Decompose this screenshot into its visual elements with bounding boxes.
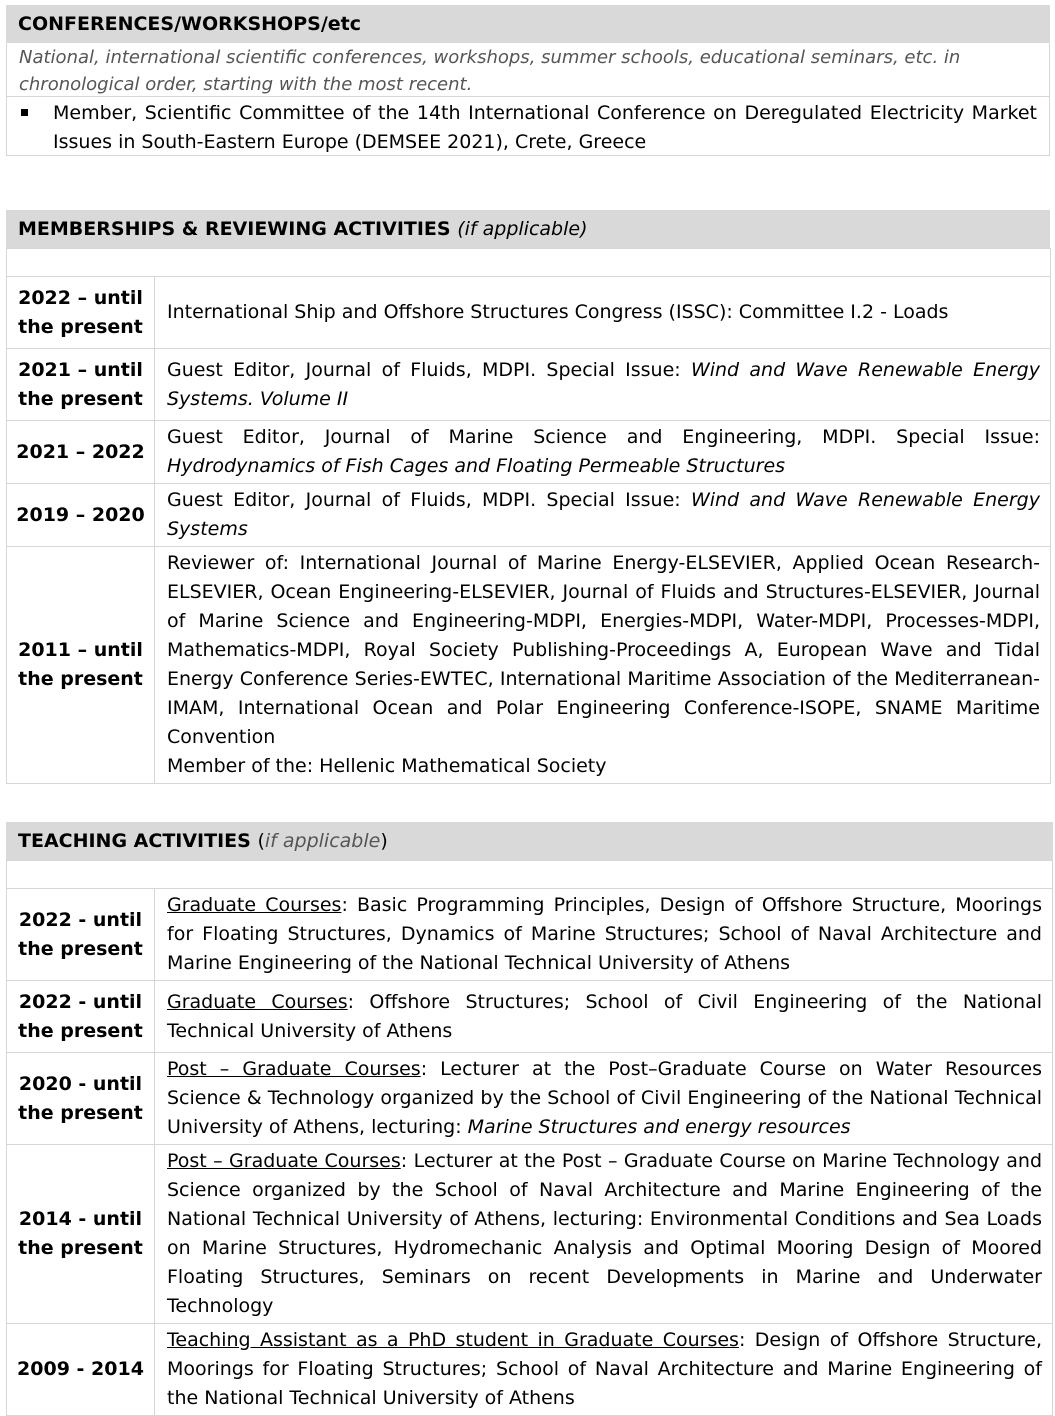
row-date: 2014 - until the present [7, 1145, 155, 1324]
conferences-list-item: Member, Scientific Committee of the 14th International Conference on Deregulated Electricity Market Issues in South-Eastern Europe (DEMSEE 2021), Crete, Greece [6, 97, 1050, 156]
table-row [7, 1324, 1053, 1416]
row-text: Post – Graduate Courses: Lecturer at the Post–Graduate Course on Water Resources Science & Technology organized by the School of Civil Engineering of the National Technical University of Athens, lecturing: Marine Structures and energy resources [155, 1053, 1053, 1145]
teaching-blank-row [7, 861, 1053, 889]
teaching-heading: TEACHING ACTIVITIES (if applicable) [6, 822, 1053, 860]
row-date: 2009 - 2014 [7, 1324, 155, 1416]
teaching-table [6, 860, 1053, 1416]
row-text: Teaching Assistant as a PhD student in Graduate Courses: Design of Offshore Structure, Moorings for Floating Structures; School of Naval Architecture and Marine Engineering of the National Technical University of Athens [155, 1324, 1053, 1416]
row-date: 2022 – until the present [7, 277, 155, 349]
table-row [7, 1145, 1053, 1324]
table-row [7, 1053, 1053, 1145]
table-row [7, 349, 1051, 421]
row-text: Guest Editor, Journal of Fluids, MDPI. Special Issue: Wind and Wave Renewable Energy Systems. Volume II [155, 349, 1051, 421]
row-date: 2021 – until the present [7, 349, 155, 421]
table-row [7, 889, 1053, 981]
row-date: 2019 – 2020 [7, 484, 155, 547]
conferences-description: National, international scientific conferences, workshops, summer schools, educational seminars, etc. in chronological order, starting with the most recent. [6, 43, 1050, 97]
row-text: Graduate Courses: Basic Programming Principles, Design of Offshore Structure, Moorings for Floating Structures, Dynamics of Marine Structures; School of Naval Architecture and Marine Engineering of the National Technical University of Athens [155, 889, 1053, 981]
table-row [7, 484, 1051, 547]
row-date: 2011 – until the present [7, 547, 155, 784]
memberships-blank-row [7, 249, 1051, 277]
conferences-heading: CONFERENCES/WORKSHOPS/etc [6, 5, 1050, 43]
table-row [7, 981, 1053, 1053]
row-date: 2022 - until the present [7, 889, 155, 981]
row-text: Reviewer of: International Journal of Marine Energy-ELSEVIER, Applied Ocean Research-ELSEVIER, Ocean Engineering-ELSEVIER, Journal of Fluids and Structures-ELSEVIER, Journal of Marine Science and Engineering-MDPI, Energies-MDPI, Water-MDPI, Processes-MDPI, Mathematics-MDPI, Royal Society Publishing-Proceedings A, European Wave and Tidal Energy Conference Series-EWTEC, International Maritime Association of the Mediterranean-IMAM, International Ocean and Polar Engineering Conference-ISOPE, SNAME Maritime Convention Member of the: Hellenic Mathematical Society [155, 547, 1051, 784]
row-date: 2021 – 2022 [7, 421, 155, 484]
memberships-table [6, 248, 1051, 784]
table-row [7, 547, 1051, 784]
bullet-square-icon [21, 109, 28, 116]
table-row [7, 421, 1051, 484]
row-text: Guest Editor, Journal of Marine Science and Engineering, MDPI. Special Issue: Hydrodynamics of Fish Cages and Floating Permeable Structures [155, 421, 1051, 484]
row-text: Guest Editor, Journal of Fluids, MDPI. Special Issue: Wind and Wave Renewable Energy Systems [155, 484, 1051, 547]
table-row [7, 277, 1051, 349]
row-text: International Ship and Offshore Structures Congress (ISSC): Committee I.2 - Loads [155, 277, 1051, 349]
row-text: Graduate Courses: Offshore Structures; School of Civil Engineering of the National Technical University of Athens [155, 981, 1053, 1053]
row-date: 2020 - until the present [7, 1053, 155, 1145]
row-date: 2022 - until the present [7, 981, 155, 1053]
row-text: Post – Graduate Courses: Lecturer at the Post – Graduate Course on Marine Technology and Science organized by the School of Naval Architecture and Marine Engineering of the National Technical University of Athens, lecturing: Environmental Conditions and Sea Loads on Marine Structures, Hydromechanic Analysis and Optimal Mooring Design of Moored Floating Structures, Seminars on recent Developments in Marine and Underwater Technology [155, 1145, 1053, 1324]
memberships-heading: MEMBERSHIPS & REVIEWING ACTIVITIES (if applicable) [6, 210, 1050, 248]
